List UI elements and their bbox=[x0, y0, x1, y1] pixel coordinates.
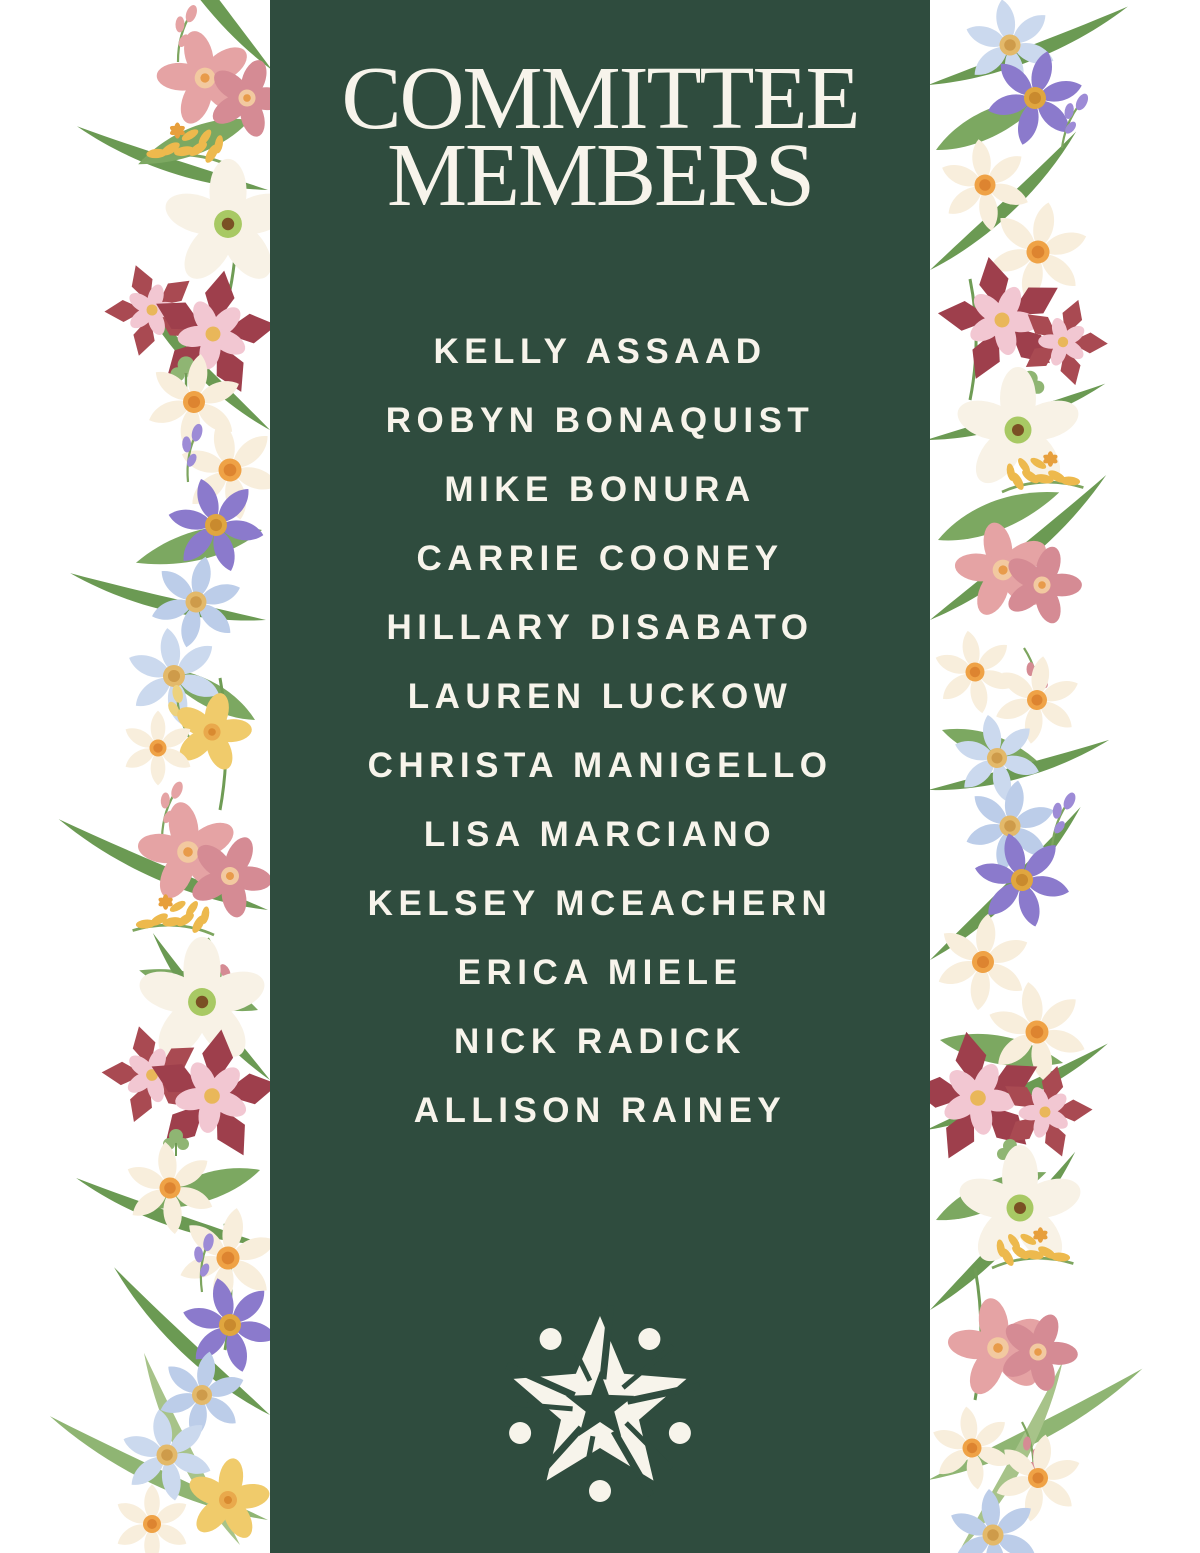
title-line-1: COMMITTEE bbox=[341, 49, 859, 148]
member-name: NICK RADICK bbox=[454, 1022, 746, 1061]
floral-border-right bbox=[930, 0, 1200, 1553]
member-name: CARRIE COONEY bbox=[416, 539, 784, 578]
star-people-icon bbox=[490, 1297, 710, 1517]
floral-border-left bbox=[0, 0, 270, 1553]
member-name: KELLY ASSAAD bbox=[433, 332, 767, 371]
members-list bbox=[270, 317, 930, 1145]
title-line-2: MEMBERS bbox=[386, 126, 814, 225]
member-name: ERICA MIELE bbox=[457, 953, 743, 992]
member-name: MIKE BONURA bbox=[444, 470, 756, 509]
member-name: KELSEY MCEACHERN bbox=[367, 884, 833, 923]
member-name: CHRISTA MANIGELLO bbox=[367, 746, 833, 785]
member-name: LISA MARCIANO bbox=[423, 815, 777, 854]
member-name: HILLARY DISABATO bbox=[386, 608, 814, 647]
member-name: ALLISON RAINEY bbox=[413, 1091, 787, 1130]
member-name: ROBYN BONAQUIST bbox=[385, 401, 815, 440]
page-title bbox=[270, 49, 930, 225]
member-name: LAUREN LUCKOW bbox=[407, 677, 793, 716]
